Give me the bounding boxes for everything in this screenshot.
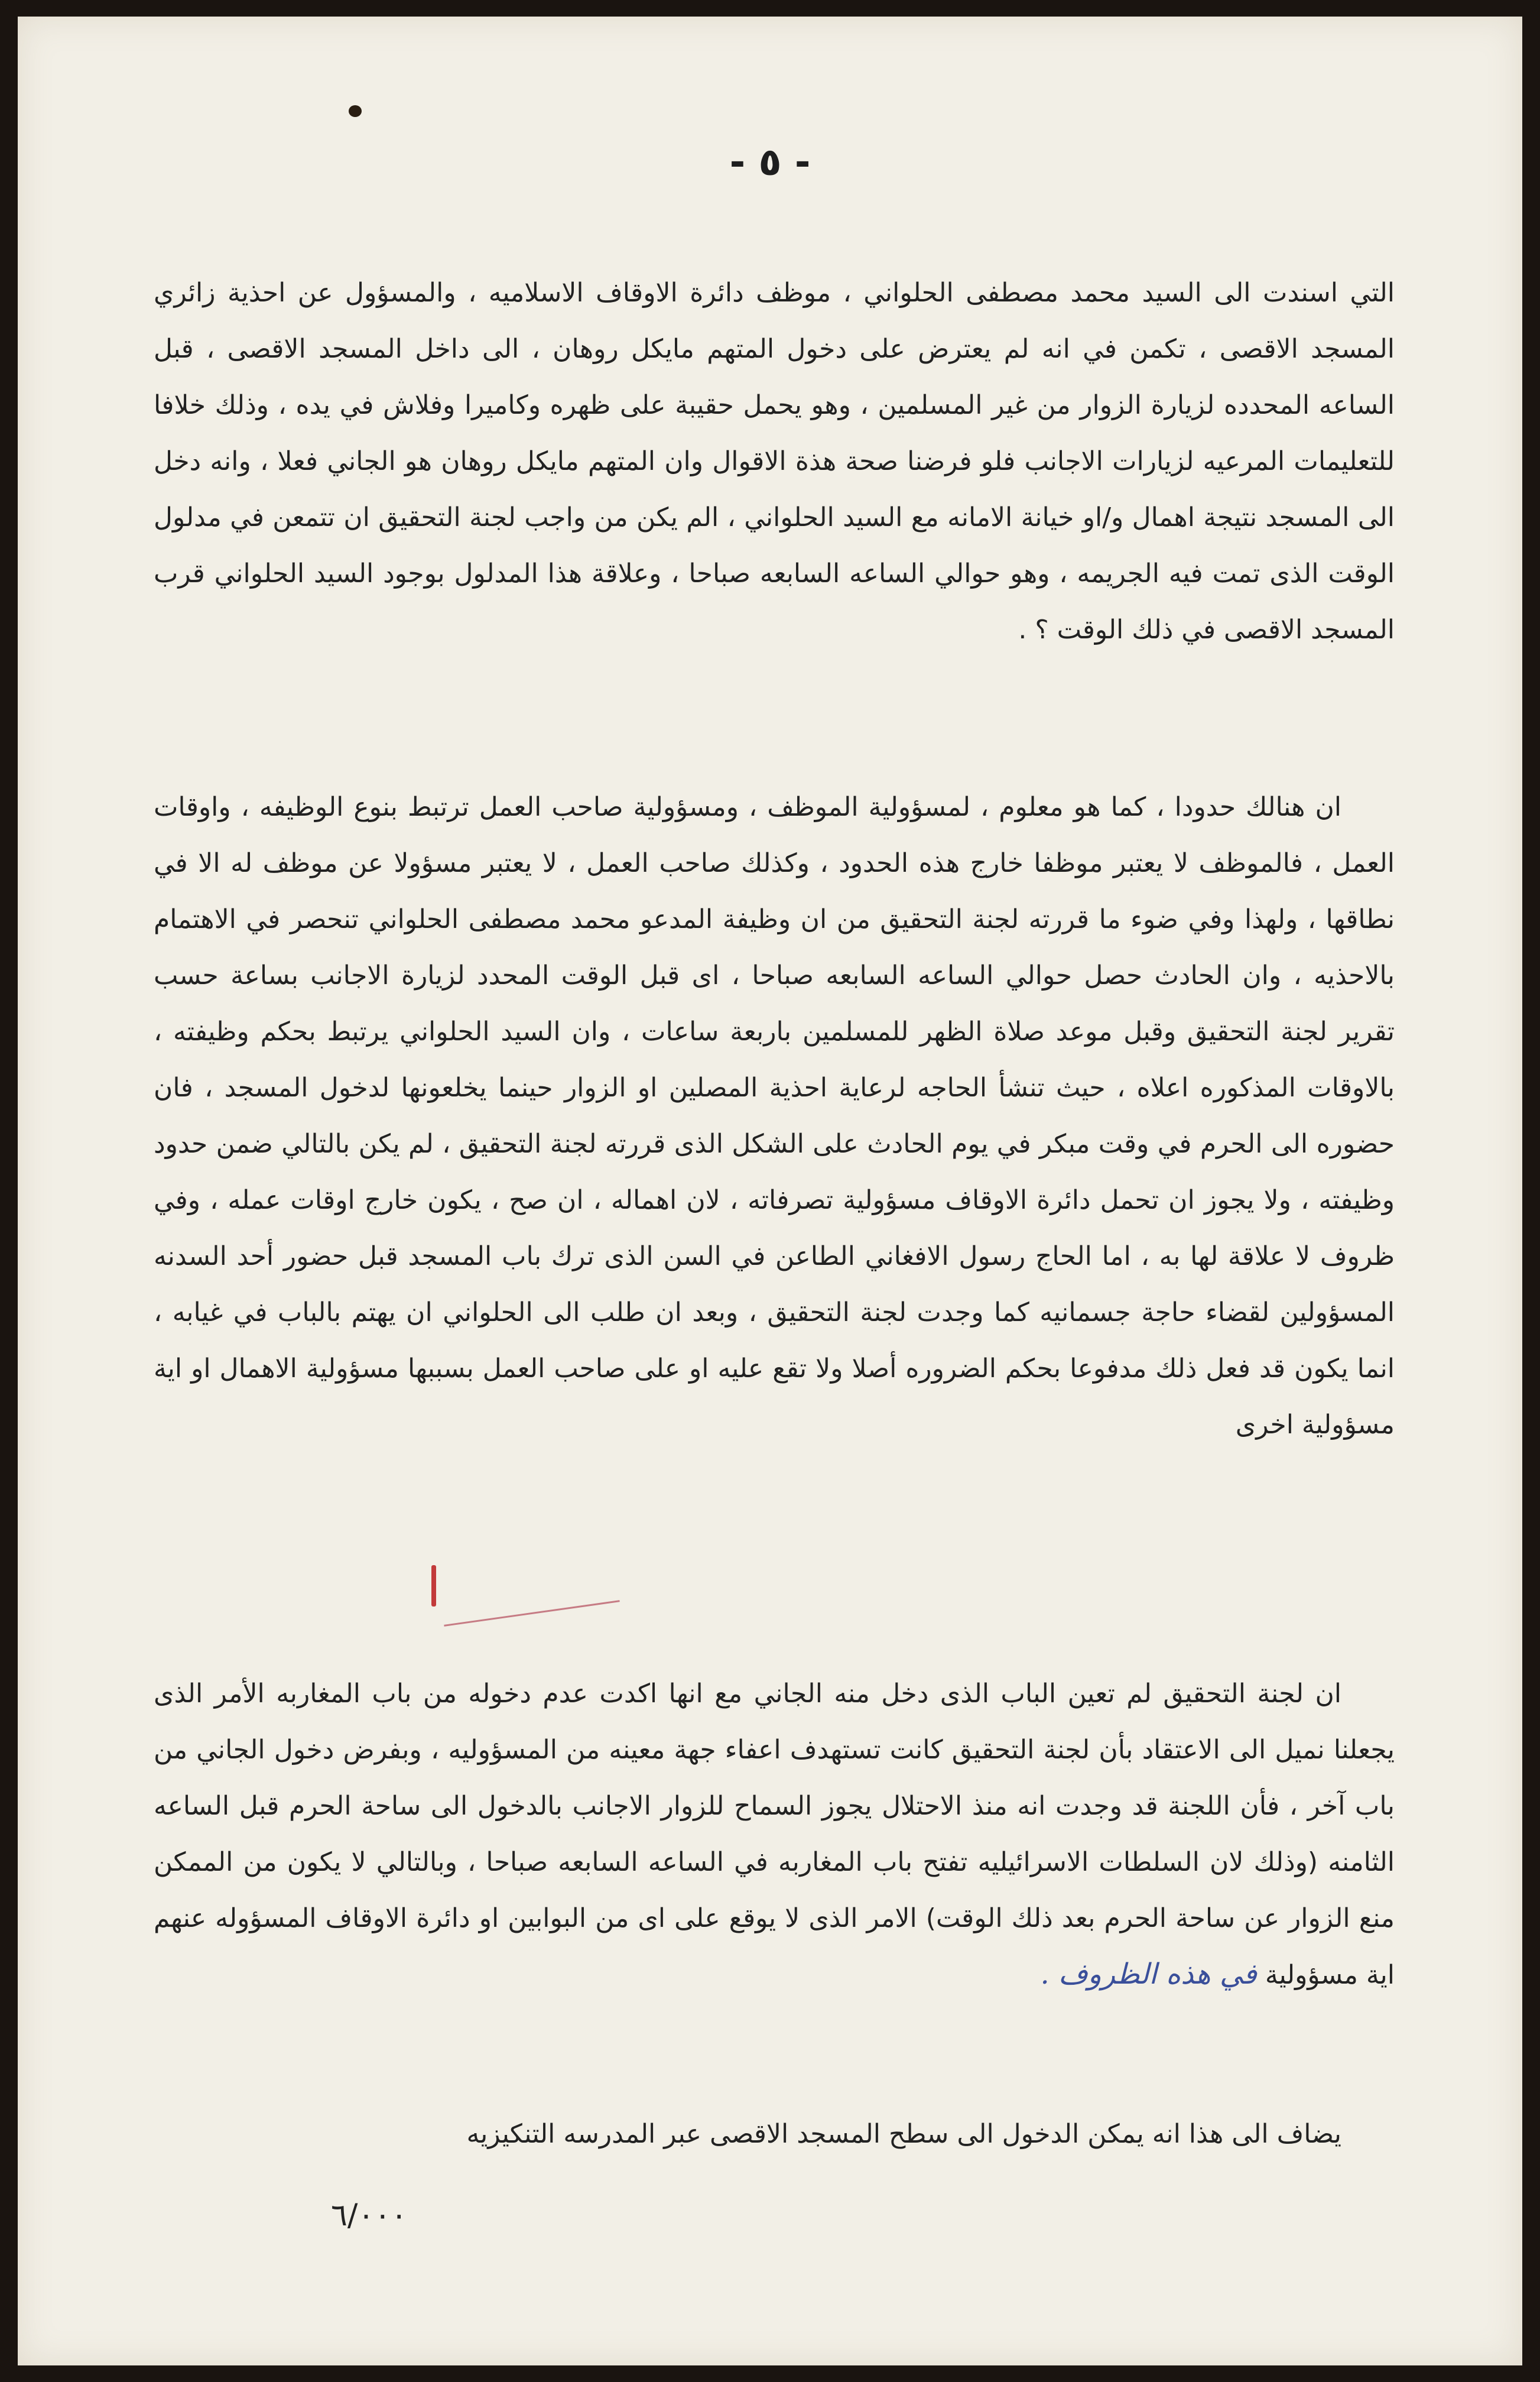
punch-hole-mark <box>349 105 362 117</box>
red-annotation-mark <box>431 1565 436 1607</box>
paragraph-2 <box>154 779 1395 1453</box>
paragraph-4 <box>154 2106 1395 2162</box>
footer-reference: ٦/٠٠٠ <box>331 2198 408 2233</box>
paragraph-3-text: ان لجنة التحقيق لم تعين الباب الذى دخل منه الجاني مع انها اكدت عدم دخوله من باب المغاربه الأمر الذى يجعلنا نميل الى الاعتقاد بأن لجنة التحقيق كانت تستهدف اعفاء جهة معينه من المسؤوليه ، وبفرض دخول الجاني من باب آخر ، فأن اللجنة قد وجدت انه منذ الاحتلال يجوز السماح للزوار الاجانب بالدخول الى ساحة الحرم قبل الساعه الثامنه (وذلك لان السلطات الاسرائيليه تفتح باب المغاربه في الساعه السابعه صباحا ، وبالتالي لا يكون من الممكن منع الزوار عن ساحة الحرم بعد ذلك الوقت) الامر الذى لا يوقع على اى من البوابين او دائرة الاوقاف المسؤوله عنهم اية مسؤولية <box>154 1679 1395 1990</box>
paragraph-4-text: يضاف الى هذا انه يمكن الدخول الى سطح المسجد الاقصى عبر المدرسه التنكيزيه <box>466 2119 1341 2149</box>
paragraph-2-text: ان هنالك حدودا ، كما هو معلوم ، لمسؤولية الموظف ، ومسؤولية صاحب العمل ترتبط بنوع الوظيفه ، واوقات العمل ، فالموظف لا يعتبر موظفا خارج هذه الحدود ، وكذلك صاحب العمل ، لا يعتبر مسؤولا عن موظف له الا في نطاقها ، ولهذا وفي ضوء ما قررته لجنة التحقيق من ان وظيفة المدعو محمد مصطفى الحلواني تنحصر في الاهتمام بالاحذيه ، وان الحادث حصل حوالي الساعه السابعه صباحا ، اى قبل الوقت المحدد لزيارة الاجانب بساعة حسب تقرير لجنة التحقيق وقبل موعد صلاة الظهر للمسلمين باربعة ساعات ، وان السيد الحلواني يرتبط بحكم وظيفته ، بالاوقات المذكوره اعلاه ، حيث تنشأ الحاجه لرعاية احذية المصلين او الزوار حينما يخلعونها لدخول المسجد ، فان حضوره الى الحرم في وقت مبكر في يوم الحادث على الشكل الذى قررته لجنة التحقيق ، لم يكن بالتالي ضمن حدود وظيفته ، ولا يجوز ان تحمل دائرة الاوقاف مسؤولية تصرفاته ، لان اهماله ، ان صح ، يكون خارج اوقات عمله ، وفي ظروف لا علاقة لها به ، اما الحاج رسول الافغاني الطاعن في السن الذى ترك باب المسجد قبل حضور أحد السدنه المسؤولين لقضاء حاجة جسمانيه كما وجدت لجنة التحقيق ، وبعد ان طلب الى الحلواني ان يهتم بالباب في غيابه ، انما يكون قد فعل ذلك مدفوعا بحكم الضروره أصلا ولا تقع عليه او على صاحب العمل بسببها مسؤولية الاهمال او اية مسؤولية اخرى <box>154 792 1395 1440</box>
page-number: - ٥ - <box>729 141 811 184</box>
document-page <box>18 17 1522 2365</box>
paragraph-1-text: التي اسندت الى السيد محمد مصطفى الحلواني ، موظف دائرة الاوقاف الاسلاميه ، والمسؤول عن احذية زائري المسجد الاقصى ، تكمن في انه لم يعترض على دخول المتهم مايكل روهان ، الى داخل المسجد الاقصى ، قبل الساعه المحدده لزيارة الزوار من غير المسلمين ، وهو يحمل حقيبة على ظهره وكاميرا وفلاش في يده ، وذلك خلافا للتعليمات المرعيه لزيارات الاجانب فلو فرضنا صحة هذة الاقوال وان المتهم مايكل روهان هو الجاني فعلا ، وانه دخل الى المسجد نتيجة اهمال و/او خيانة الامانه مع السيد الحلواني ، الم يكن من واجب لجنة التحقيق ان تتمعن في مدلول الوقت الذى تمت فيه الجريمه ، وهو حوالي الساعه السابعه صباحا ، وعلاقة هذا المدلول بوجود السيد الحلواني قرب المسجد الاقصى في ذلك الوقت ؟ . <box>154 278 1395 645</box>
red-annotation-underline <box>444 1600 619 1627</box>
paragraph-3 <box>154 1666 1395 2003</box>
paragraph-3-body <box>154 1666 1395 2003</box>
handwritten-note: في هذه الظروف . <box>1040 1958 1257 1991</box>
paragraph-1 <box>154 265 1395 658</box>
